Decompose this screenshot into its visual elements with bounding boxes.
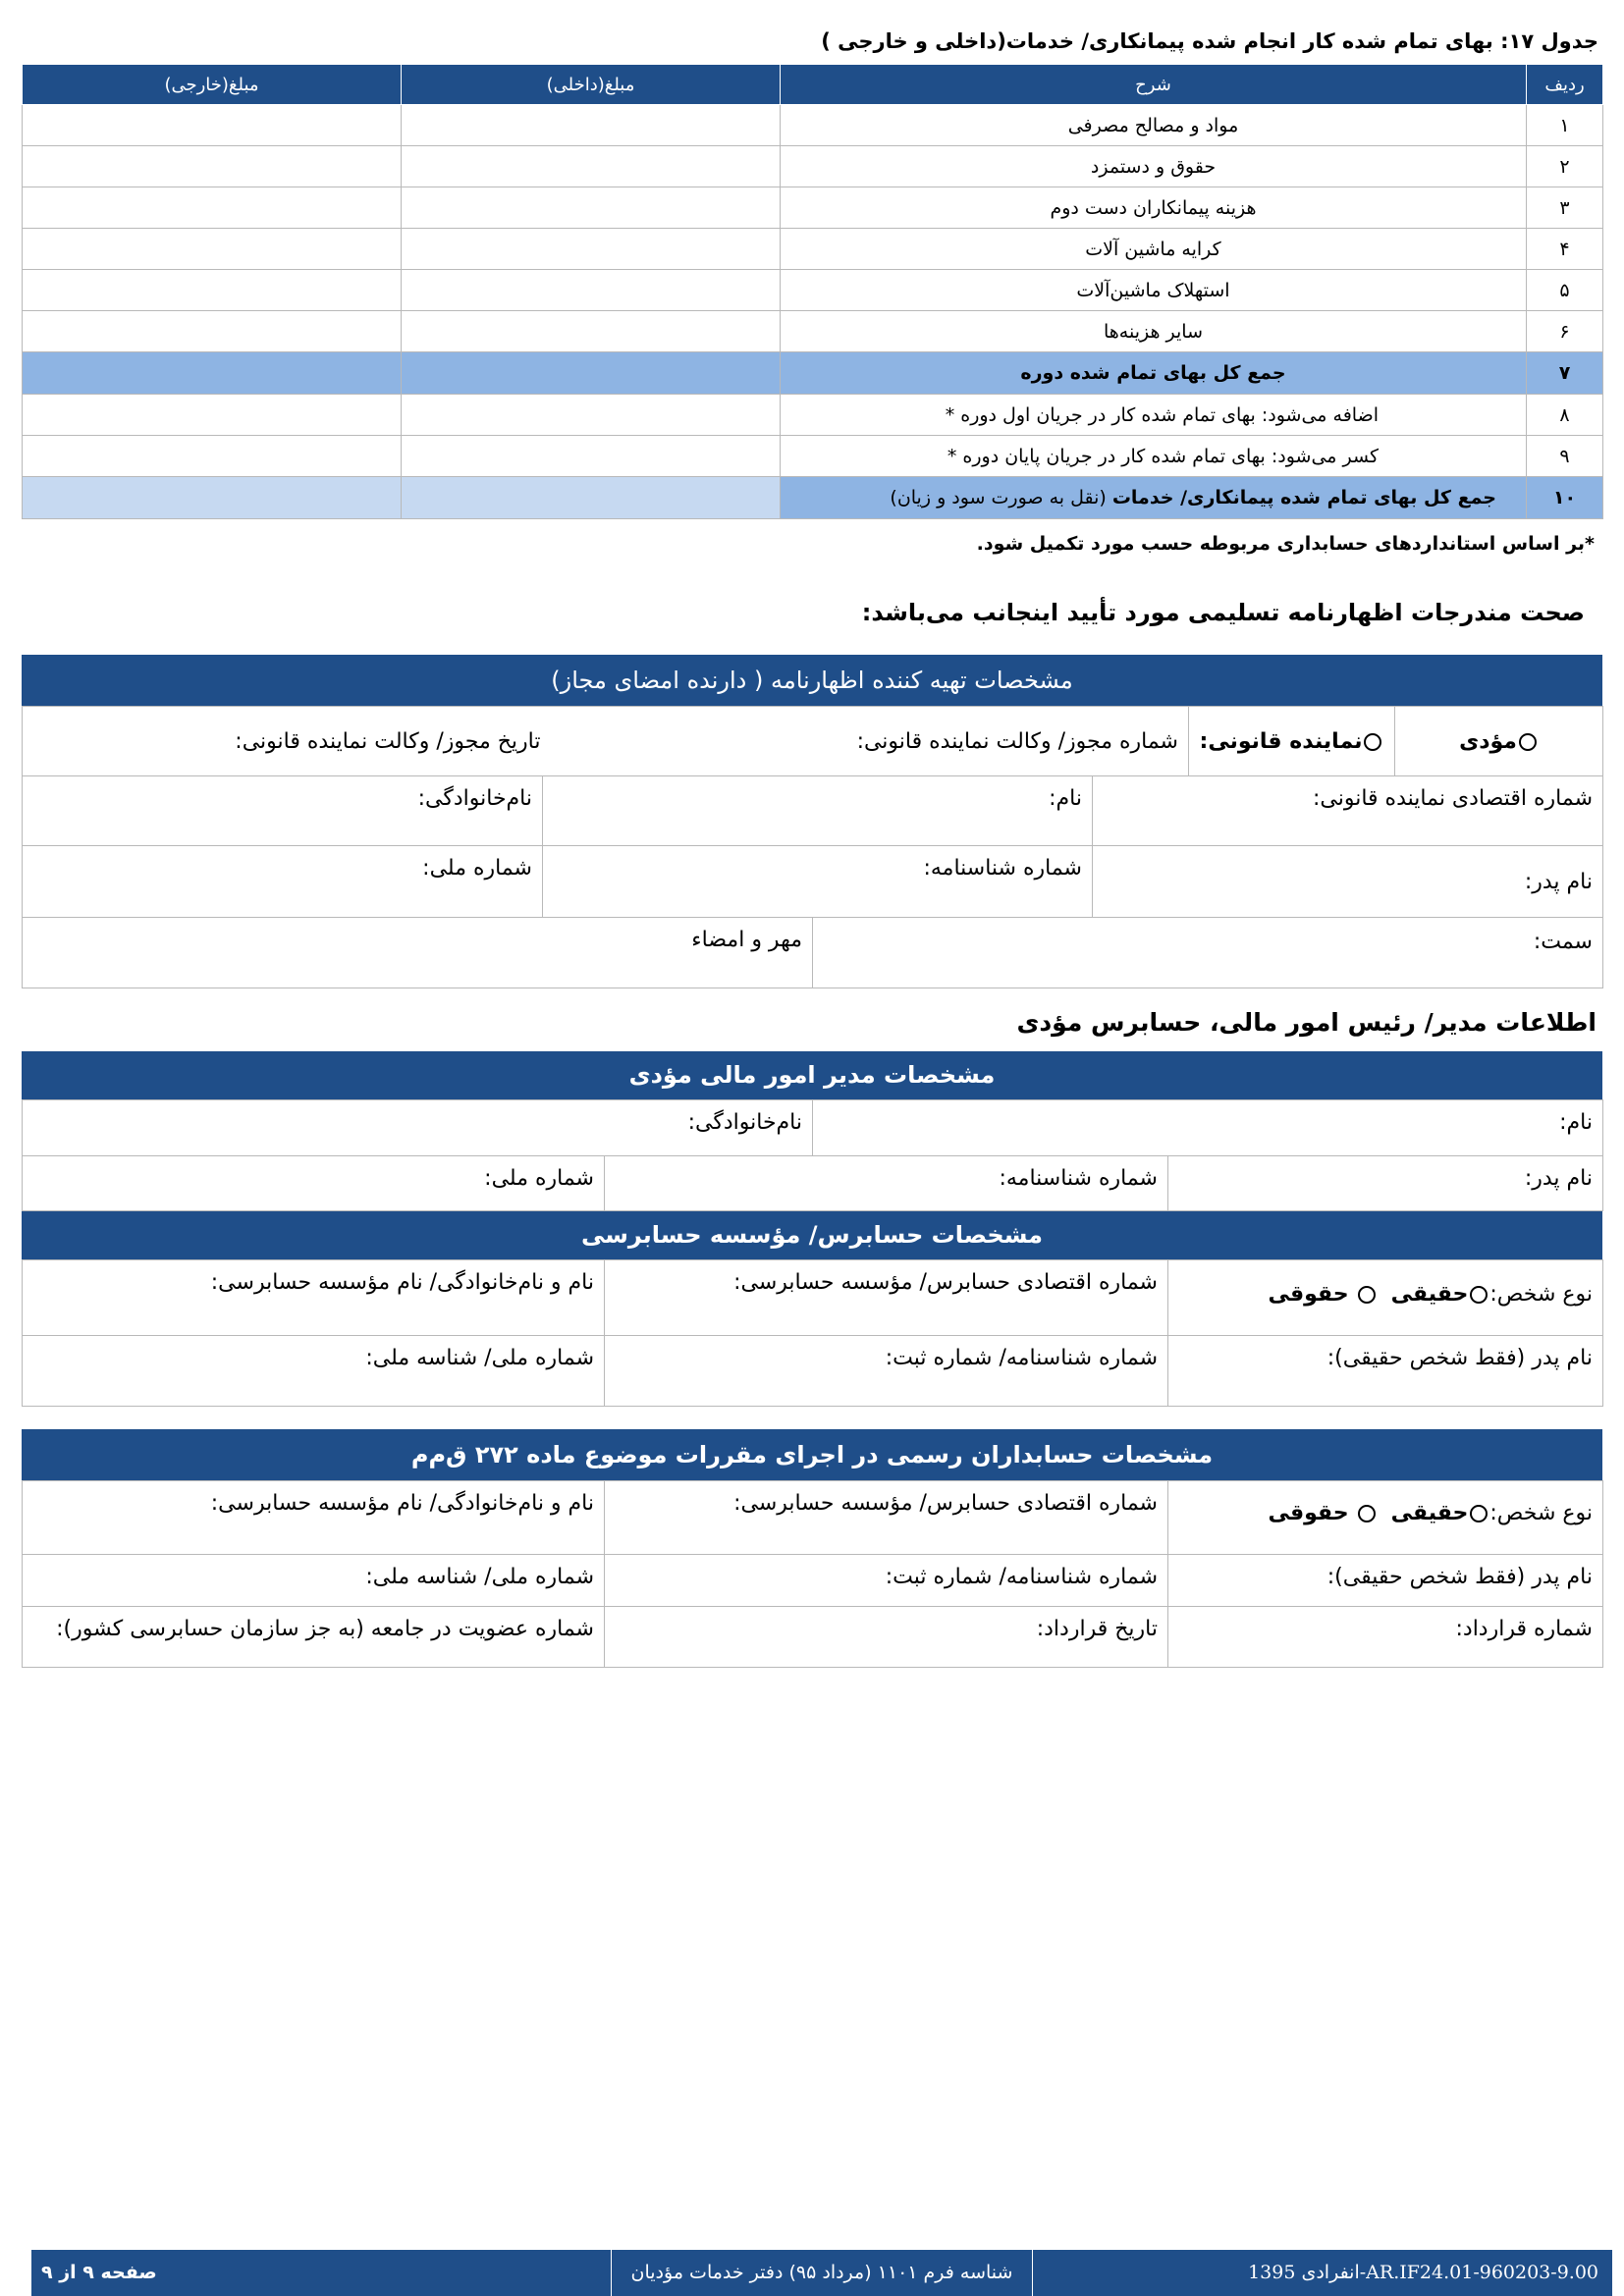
preparer-form <box>22 706 1603 776</box>
finance-manager-form-2 <box>22 1155 1603 1211</box>
row-number: ۱۰ <box>1527 477 1603 519</box>
domestic-amount-field[interactable] <box>402 311 781 352</box>
row-number: ۷ <box>1527 352 1603 395</box>
table-row <box>23 270 1603 311</box>
taxpayer-option[interactable]: مؤدی <box>1395 707 1603 776</box>
col-header-domestic: مبلغ(داخلی) <box>402 65 781 105</box>
page-footer <box>31 2250 1612 2296</box>
domestic-amount-field[interactable] <box>402 352 781 395</box>
preparer-form-2 <box>22 775 1603 918</box>
table-row <box>23 229 1603 270</box>
domestic-amount-field[interactable] <box>402 395 781 436</box>
domestic-amount-field[interactable] <box>402 187 781 229</box>
domestic-amount-field[interactable] <box>402 477 781 519</box>
father-name-field[interactable]: نام پدر: <box>1093 846 1603 918</box>
foreign-amount-field[interactable] <box>23 229 402 270</box>
footer-form-code: انفرادی 1395-AR.IF24.01-960203-9.00 <box>1248 2262 1598 2283</box>
domestic-amount-field[interactable] <box>402 270 781 311</box>
row-number: ۸ <box>1527 395 1603 436</box>
domestic-amount-field[interactable] <box>402 105 781 146</box>
oa-econ-code-field[interactable]: شماره اقتصادی حسابرس/ مؤسسه حسابرسی: <box>605 1481 1168 1555</box>
oa-legal-radio[interactable] <box>1358 1505 1376 1522</box>
finance-manager-form <box>22 1099 1603 1156</box>
foreign-amount-field[interactable] <box>23 352 402 395</box>
row-number: ۴ <box>1527 229 1603 270</box>
legal-rep-radio[interactable] <box>1364 733 1381 751</box>
last-name-field[interactable]: نام‌خانوادگی: <box>23 776 543 846</box>
page-number: صفحه ۹ از ۹ <box>41 2262 157 2283</box>
row-desc: هزینه پیمانکاران دست دوم <box>781 187 1527 229</box>
oa-contract-no-field[interactable]: شماره قرارداد: <box>1168 1607 1603 1668</box>
table-row <box>23 187 1603 229</box>
foreign-amount-field[interactable] <box>23 436 402 477</box>
fm-first-name-field[interactable]: نام: <box>813 1100 1603 1156</box>
confirmation-text: صحت مندرجات اظهارنامه تسلیمی مورد تأیید اینجانب می‌باشد: <box>861 599 1585 626</box>
official-accountants-form <box>22 1480 1603 1668</box>
row-desc: حقوق و دستمزد <box>781 146 1527 187</box>
row-number: ۹ <box>1527 436 1603 477</box>
fm-id-no-field[interactable]: شماره شناسنامه: <box>605 1156 1168 1211</box>
auditor-econ-code-field[interactable]: شماره اقتصادی حسابرس/ مؤسسه حسابرسی: <box>605 1260 1168 1336</box>
foreign-amount-field[interactable] <box>23 105 402 146</box>
table-row <box>23 395 1603 436</box>
oa-national-field[interactable]: شماره ملی/ شناسه ملی: <box>23 1555 605 1607</box>
id-no-field[interactable]: شماره شناسنامه: <box>543 846 1093 918</box>
sum-row <box>23 352 1603 395</box>
position-field[interactable]: سمت: <box>813 918 1603 988</box>
official-accountants-title: مشخصات حسابداران رسمی در اجرای مقررات موضوع ماده ۲۷۲ ق‌م‌م <box>22 1429 1602 1480</box>
grand-desc-note: (نقل به صورت سود و زیان) <box>890 487 1112 508</box>
legal-rep-option[interactable]: نماینده قانونی: <box>1189 707 1395 776</box>
table-row <box>23 105 1603 146</box>
row-number: ۵ <box>1527 270 1603 311</box>
row-desc: کسر می‌شود: بهای تمام شده کار در جریان پایان دوره * <box>781 436 1527 477</box>
table-row <box>23 311 1603 352</box>
foreign-amount-field[interactable] <box>23 146 402 187</box>
col-header-foreign: مبلغ(خارجی) <box>23 65 402 105</box>
oa-id-reg-field[interactable]: شماره شناسنامه/ شماره ثبت: <box>605 1555 1168 1607</box>
domestic-amount-field[interactable] <box>402 229 781 270</box>
table17-title: جدول ۱۷: بهای تمام شده کار انجام شده پیمانکاری/ خدمات(داخلی و خارجی ) <box>821 29 1598 53</box>
row-desc <box>781 477 1527 519</box>
auditor-name-field[interactable]: نام و نام‌خانوادگی/ نام مؤسسه حسابرسی: <box>23 1260 605 1336</box>
fm-last-name-field[interactable]: نام‌خانوادگی: <box>23 1100 813 1156</box>
table-17 <box>22 64 1603 519</box>
table-row <box>23 436 1603 477</box>
row-number: ۱ <box>1527 105 1603 146</box>
row-desc: سایر هزینه‌ها <box>781 311 1527 352</box>
first-name-field[interactable]: نام: <box>543 776 1093 846</box>
domestic-amount-field[interactable] <box>402 436 781 477</box>
row-number: ۲ <box>1527 146 1603 187</box>
foreign-amount-field[interactable] <box>23 311 402 352</box>
col-header-desc: شرح <box>781 65 1527 105</box>
foreign-amount-field[interactable] <box>23 395 402 436</box>
auditor-person-type: نوع شخص:حقیقی حقوقی <box>1168 1260 1603 1336</box>
row-desc: کرایه ماشین آلات <box>781 229 1527 270</box>
fm-father-name-field[interactable]: نام پدر: <box>1168 1156 1603 1211</box>
oa-natural-radio[interactable] <box>1470 1505 1488 1522</box>
row-desc: جمع کل بهای تمام شده دوره <box>781 352 1527 395</box>
oa-person-type: نوع شخص:حقیقی حقوقی <box>1168 1481 1603 1555</box>
auditor-father-name-field[interactable]: نام پدر (فقط شخص حقیقی): <box>1168 1336 1603 1407</box>
row-number: ۶ <box>1527 311 1603 352</box>
finance-manager-title: مشخصات مدیر امور مالی مؤدی <box>22 1051 1602 1099</box>
row-desc: مواد و مصالح مصرفی <box>781 105 1527 146</box>
grand-total-row <box>23 477 1603 519</box>
footer-form-id: شناسه فرم ۱۱۰۱ (مرداد ۹۵) دفتر خدمات مؤدیان <box>31 2250 1612 2296</box>
row-desc: استهلاک ماشین‌آلات <box>781 270 1527 311</box>
footnote: *بر اساس استانداردهای حسابداری مربوطه حسب مورد تکمیل شود. <box>976 533 1595 555</box>
preparer-form-3 <box>22 917 1603 988</box>
table-header <box>23 65 1603 105</box>
fm-national-id-field[interactable]: شماره ملی: <box>23 1156 605 1211</box>
auditor-id-reg-field[interactable]: شماره شناسنامه/ شماره ثبت: <box>605 1336 1168 1407</box>
col-header-row-no: ردیف <box>1527 65 1603 105</box>
auditor-national-field[interactable]: شماره ملی/ شناسه ملی: <box>23 1336 605 1407</box>
oa-membership-field[interactable]: شماره عضویت در جامعه (به جز سازمان حسابرسی کشور): <box>23 1607 605 1668</box>
managers-heading: اطلاعات مدیر/ رئیس امور مالی، حسابرس مؤدی <box>1016 1008 1597 1037</box>
foreign-amount-field[interactable] <box>23 187 402 229</box>
license-no-field[interactable]: شماره مجوز/ وکالت نماینده قانونی: <box>806 707 1189 776</box>
row-desc: اضافه می‌شود: بهای تمام شده کار در جریان اول دوره * <box>781 395 1527 436</box>
license-date-field[interactable]: تاریخ مجوز/ وکالت نماینده قانونی: <box>23 707 806 776</box>
econ-code-field[interactable]: شماره اقتصادی نماینده قانونی: <box>1093 776 1603 846</box>
foreign-amount-field[interactable] <box>23 270 402 311</box>
auditor-title: مشخصات حسابرس/ مؤسسه حسابرسی <box>22 1211 1602 1259</box>
oa-contract-date-field[interactable]: تاریخ قرارداد: <box>605 1607 1168 1668</box>
auditor-form <box>22 1259 1603 1407</box>
table-row <box>23 146 1603 187</box>
auditor-natural-radio[interactable] <box>1470 1286 1488 1304</box>
national-id-field[interactable]: شماره ملی: <box>23 846 543 918</box>
foreign-amount-field[interactable] <box>23 477 402 519</box>
seal-signature-field[interactable]: مهر و امضاء <box>23 918 813 988</box>
oa-father-name-field[interactable]: نام پدر (فقط شخص حقیقی): <box>1168 1555 1603 1607</box>
domestic-amount-field[interactable] <box>402 146 781 187</box>
auditor-legal-radio[interactable] <box>1358 1286 1376 1304</box>
preparer-title: مشخصات تهیه کننده اظهارنامه ( دارنده امضای مجاز) <box>22 655 1602 706</box>
taxpayer-radio[interactable] <box>1519 733 1537 751</box>
oa-name-field[interactable]: نام و نام‌خانوادگی/ نام مؤسسه حسابرسی: <box>23 1481 605 1555</box>
grand-desc-bold: جمع کل بهای تمام شده پیمانکاری/ خدمات <box>1111 487 1496 508</box>
row-number: ۳ <box>1527 187 1603 229</box>
